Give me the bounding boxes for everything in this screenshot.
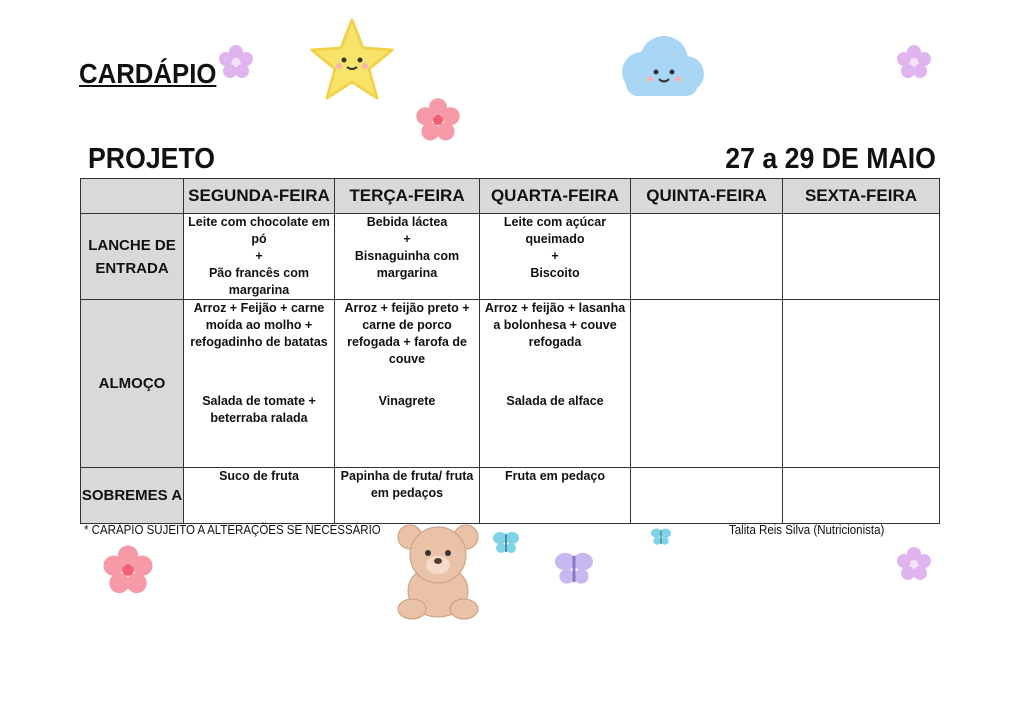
page-title: CARDÁPIO	[79, 58, 217, 89]
menu-line: moída ao molho +	[205, 318, 313, 332]
menu-line: Salada de tomate +	[202, 394, 316, 408]
menu-cell	[480, 214, 631, 300]
cloud-sticker-icon	[612, 32, 708, 104]
date-range: 27 a 29 DE MAIO	[725, 143, 936, 175]
menu-cell-empty	[631, 300, 783, 468]
menu-line: Papinha de fruta/ fruta	[340, 469, 474, 483]
menu-cell-empty	[783, 214, 940, 300]
row-label-line: SOBREMES	[81, 487, 168, 504]
corner-cell	[81, 179, 184, 214]
menu-line: +	[403, 232, 411, 246]
blue-butterfly-icon	[650, 527, 672, 547]
menu-line: Bisnaguinha com	[354, 249, 460, 263]
row-label-line: A	[171, 487, 183, 504]
menu-line: Salada de alface	[506, 394, 604, 408]
menu-line: em pedaços	[370, 486, 444, 500]
row-label-almoco: ALMOÇO	[81, 300, 184, 468]
row-label-lanche	[81, 214, 184, 300]
table-row	[81, 214, 940, 300]
day-header-monday: SEGUNDA-FEIRA	[184, 179, 335, 214]
menu-line: Arroz + feijão preto +	[344, 301, 470, 315]
menu-line: couve	[388, 352, 426, 366]
pink-flower-icon	[415, 97, 461, 143]
menu-line: Arroz + Feijão + carne	[193, 301, 325, 315]
menu-line: a bolonhesa + couve	[493, 318, 617, 332]
menu-line: refogada	[528, 335, 582, 349]
menu-table	[80, 178, 940, 524]
menu-line: Pão francês com	[208, 266, 310, 280]
menu-line: Fruta em pedaço	[504, 469, 606, 483]
menu-line: Suco de fruta	[219, 469, 299, 483]
menu-line: refogadinho de batatas	[190, 335, 328, 349]
footnote: * CARÁPIO SUJEITO A ALTERAÇÕES SE NECESSÁRIO	[84, 523, 381, 537]
menu-cell-empty	[783, 300, 940, 468]
menu-line: pó	[251, 232, 267, 246]
lilac-butterfly-icon	[552, 550, 596, 588]
menu-line: +	[551, 249, 559, 263]
table-row	[81, 468, 940, 524]
table-header-row	[81, 179, 940, 214]
menu-line: queimado	[525, 232, 585, 246]
menu-line: carne de porco	[362, 318, 452, 332]
row-label-line: LANCHE DE	[88, 236, 176, 254]
menu-line: Leite com açúcar	[503, 215, 607, 229]
menu-line: +	[255, 249, 263, 263]
menu-line: Vinagrete	[378, 394, 436, 408]
menu-cell	[335, 468, 480, 524]
teddy-bear-icon	[390, 519, 486, 621]
menu-line: Bebida láctea	[366, 215, 448, 229]
menu-cell	[335, 300, 480, 468]
project-label: PROJETO	[88, 143, 216, 175]
lilac-flower-icon	[896, 44, 932, 80]
menu-line: Leite com chocolate em	[188, 215, 330, 229]
menu-cell	[480, 300, 631, 468]
menu-line: beterraba ralada	[210, 411, 308, 425]
pink-flower-icon	[98, 544, 158, 596]
menu-line: margarina	[228, 283, 290, 297]
menu-line: Biscoito	[530, 266, 580, 280]
row-label-line: ENTRADA	[95, 259, 169, 277]
star-sticker-icon	[306, 14, 398, 106]
menu-cell	[184, 468, 335, 524]
nutritionist-signature: Talita Reis Silva (Nutricionista)	[729, 523, 885, 537]
menu-cell	[184, 300, 335, 468]
lilac-flower-icon	[218, 44, 254, 80]
lilac-flower-icon	[896, 546, 932, 582]
menu-cell	[480, 468, 631, 524]
menu-line: margarina	[376, 266, 438, 280]
menu-cell	[184, 214, 335, 300]
day-header-tuesday: TERÇA-FEIRA	[335, 179, 480, 214]
menu-cell	[335, 214, 480, 300]
menu-cell-empty	[631, 214, 783, 300]
blue-butterfly-icon	[492, 530, 520, 556]
menu-line: refogada + farofa de	[347, 335, 467, 349]
day-header-friday: SEXTA-FEIRA	[783, 179, 940, 214]
day-header-wednesday: QUARTA-FEIRA	[480, 179, 631, 214]
menu-line: Arroz + feijão + lasanha	[484, 301, 626, 315]
table-row	[81, 300, 940, 468]
row-label-sobremesa	[81, 468, 184, 524]
day-header-thursday: QUINTA-FEIRA	[631, 179, 783, 214]
menu-cell-empty	[783, 468, 940, 524]
menu-cell-empty	[631, 468, 783, 524]
